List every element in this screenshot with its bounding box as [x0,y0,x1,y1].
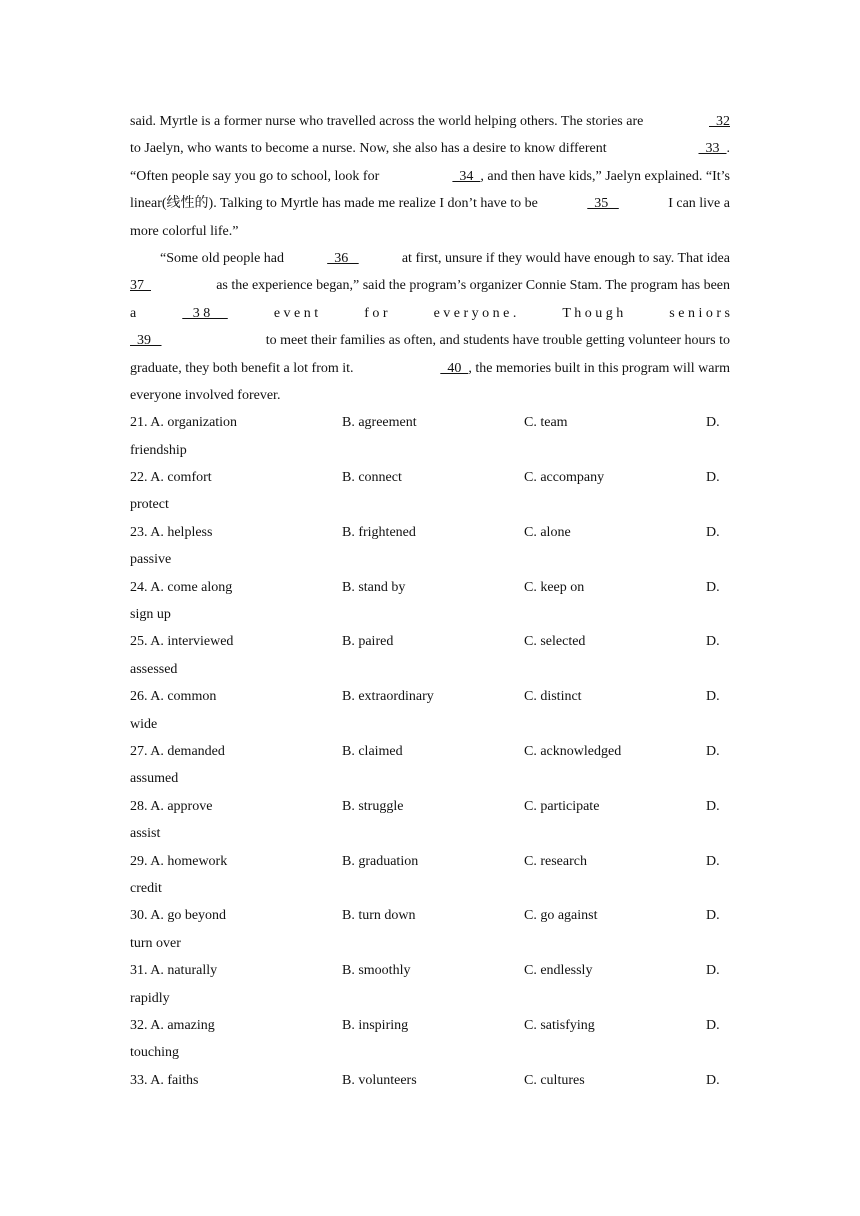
passage-text: “Some old people had [160,250,285,266]
option-c: C. satisfying [524,1017,595,1033]
option-c: C. distinct [524,689,582,705]
option-a: 28. A. approve [130,798,213,814]
option-c: C. alone [524,524,571,540]
passage-text: to Jaelyn, who wants to become a nurse. Now, she also has a desire to know different [130,141,607,157]
question-item [130,519,730,574]
option-b: B. stand by [342,579,406,595]
blank-32: 32 [709,114,730,129]
option-d-text: friendship [130,442,187,458]
passage-text: everyone involved forever. [130,387,281,403]
option-d-text: assist [130,826,161,842]
option-d-text: passive [130,552,172,568]
question-item [130,464,730,519]
option-a: 24. A. come along [130,579,233,595]
passage-line [130,135,730,162]
option-a: 31. A. naturally [130,963,218,979]
option-a: 32. A. amazing [130,1017,215,1033]
passage-text: to meet their families as often, and students have trouble getting volunteer hours to [265,333,730,349]
passage-line [130,108,730,135]
option-d: D. [706,689,720,705]
option-a: 26. A. common [130,689,217,705]
option-a: 27. A. demanded [130,743,225,759]
option-c: C. accompany [524,470,605,486]
option-d: D. [706,743,720,759]
option-b: B. extraordinary [342,689,434,705]
option-d-text: assumed [130,771,179,787]
question-item [130,574,730,629]
option-a: 22. A. comfort [130,470,212,486]
document-page [130,108,730,1094]
option-d: D. [706,963,720,979]
passage-text: , the memories built in this program will warm [468,360,730,376]
option-d: D. [706,470,720,486]
option-d: D. [706,634,720,650]
passage-line [130,272,730,299]
option-d: D. [706,579,720,595]
option-d-text: touching [130,1045,179,1061]
question-item [130,957,730,1012]
option-c: C. acknowledged [524,743,622,759]
option-d-text: credit [130,880,162,896]
option-c: C. endlessly [524,963,593,979]
option-a: 21. A. organization [130,415,238,431]
option-d-text: rapidly [130,990,170,1006]
option-c: C. participate [524,798,600,814]
blank-38: 3 8 [182,305,228,321]
question-item [130,738,730,793]
option-c: C. go against [524,908,598,924]
option-b: B. struggle [342,798,404,814]
passage-text: said. Myrtle is a former nurse who travelled across the world helping others. The stories are [130,114,644,129]
passage-line [130,300,730,327]
blank-33: 33 [698,141,727,157]
question-list [130,409,730,1094]
passage-text: T h o u g h [562,305,624,321]
option-c: C. keep on [524,579,585,595]
blank-35: 35 [587,196,619,212]
question-item [130,683,730,738]
passage-text: e v e n t [273,305,319,321]
passage-text: f o r [364,305,388,321]
question-item [130,1012,730,1067]
option-c: C. cultures [524,1072,585,1088]
passage-text: a [130,305,137,321]
option-b: B. turn down [342,908,416,924]
passage-text: graduate, they both benefit a lot from it. [130,360,354,376]
option-c: C. research [524,853,587,869]
passage-text: at first, unsure if they would have enough to say. That idea [401,250,730,266]
passage-text: I can live a [668,196,730,212]
option-d: D. [706,1072,720,1088]
option-b: B. graduation [342,853,419,869]
option-c: C. team [524,415,568,431]
option-a: 25. A. interviewed [130,634,234,650]
option-d: D. [706,415,720,431]
option-d: D. [706,1017,720,1033]
option-b: B. smoothly [342,963,411,979]
passage-text: as the experience began,” said the program’s organizer Connie Stam. The program has been [216,278,730,294]
option-d-text: sign up [130,607,171,623]
option-a: 33. A. faiths [130,1072,199,1088]
option-b: B. agreement [342,415,417,431]
option-a: 30. A. go beyond [130,908,227,924]
question-item [130,409,730,464]
option-d-text: wide [130,716,158,732]
question-item [130,628,730,683]
option-b: B. inspiring [342,1017,409,1033]
option-c: C. selected [524,634,586,650]
question-item [130,793,730,848]
passage-text: s e n i o r s [669,305,730,321]
passage-line [130,327,730,354]
blank-39: 39 [130,333,162,349]
option-a: 29. A. homework [130,853,228,869]
option-b: B. volunteers [342,1072,417,1088]
option-d-text: protect [130,497,169,513]
passage-text: e v e r y o n e . [433,305,517,321]
passage-line [130,163,730,190]
option-d: D. [706,853,720,869]
question-item [130,902,730,957]
option-d: D. [706,798,720,814]
passage-text: “Often people say you go to school, look for [130,168,380,184]
option-d: D. [706,524,720,540]
passage-line [130,218,730,245]
blank-34: 34 [452,168,481,184]
blank-37: 37 [130,278,151,294]
option-a: 23. A. helpless [130,524,213,540]
option-b: B. paired [342,634,394,650]
passage-text: , and then have kids,” Jaelyn explained. “It’s [480,168,730,184]
blank-36: 36 [327,250,359,266]
passage-line [130,245,730,272]
option-b: B. claimed [342,743,403,759]
passage-line [130,190,730,217]
question-item [130,848,730,903]
option-b: B. frightened [342,524,416,540]
option-d-text: assessed [130,661,178,677]
option-b: B. connect [342,470,402,486]
passage-line [130,382,730,409]
passage-line [130,355,730,382]
passage-text: linear(线性的). Talking to Myrtle has made me realize I don’t have to be [130,196,538,212]
blank-40: 40 [440,360,469,376]
passage [130,108,730,409]
passage-text: more colorful life.” [130,223,239,239]
option-d: D. [706,908,720,924]
option-d-text: turn over [130,935,181,951]
question-item [130,1067,730,1094]
passage-text: . [726,141,730,157]
